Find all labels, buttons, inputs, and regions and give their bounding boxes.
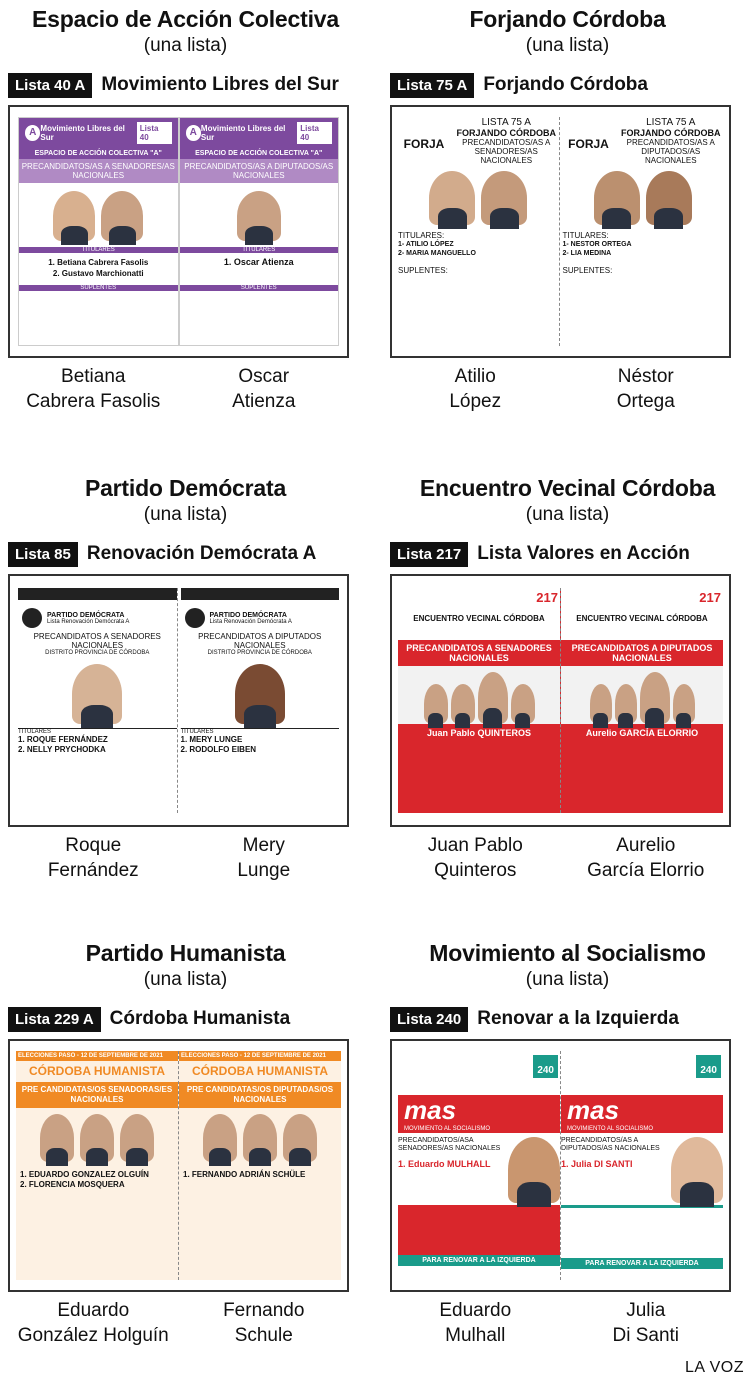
candidate-left: Roque Fernández: [47, 835, 139, 881]
candidate-photo: [615, 684, 637, 724]
candidate-names: [8, 1298, 349, 1348]
ballot-image: [390, 1039, 731, 1292]
ballot-names: 1. Oscar Atienza: [223, 257, 294, 267]
ballot-title: PRE CANDIDATAS/OS DIPUTADAS/OS NACIONALES: [179, 1082, 341, 1108]
ballot-district: DISTRITO PROVINCIA DE CÓRDOBA: [45, 650, 150, 656]
candidate-left: Eduardo González Holguín: [17, 1300, 169, 1346]
party-name: Encuentro Vecinal Córdoba: [419, 475, 716, 501]
candidate-left: Betiana Cabrera Fasolis: [26, 366, 161, 412]
candidate-photo: [53, 191, 95, 241]
candidate-photo: [673, 684, 695, 724]
candidate-left: Atilio López: [449, 366, 502, 412]
ballot-title: PRECANDIDATOS/AS A DIPUTADOS/AS NACIONALES: [180, 159, 339, 183]
ballot-titulares: TITULARES: [180, 247, 339, 253]
ballot-image: [8, 574, 349, 827]
list-row: [390, 1006, 745, 1032]
ballot-sub: Lista Renovación Demócrata A: [209, 618, 292, 625]
ballot-brand: ENCUENTRO VECINAL CÓRDOBA: [413, 614, 545, 623]
list-name: Renovación Demócrata A: [86, 543, 317, 564]
ballot-brand: PARTIDO DEMÓCRATA: [47, 611, 125, 619]
ballot-names: 1. Betiana Cabrera Fasolis 2. Gustavo Marchionatti: [48, 258, 149, 278]
ballot-brand: CÓRDOBA HUMANISTA: [29, 1064, 165, 1078]
ballot-sub: Lista Renovación Demócrata A: [47, 618, 130, 625]
ballot-title: PRECANDIDATOS/ASA SENADORES/AS NACIONALES: [398, 1137, 501, 1152]
candidate-photo: [511, 684, 535, 724]
block-forjando-cordoba: [390, 6, 745, 414]
party-name: Espacio de Acción Colectiva: [32, 6, 339, 32]
party-sub: (una lista): [525, 504, 610, 525]
ballot-names: 1- NESTOR ORTEGA 2- LIA MEDINA: [562, 241, 632, 257]
party-sub: (una lista): [143, 35, 228, 56]
block-partido-humanista: [8, 940, 363, 1348]
ballot-brand: PARTIDO DEMÓCRATA: [209, 611, 287, 619]
ballot-brand: Movimiento Libres del Sur: [200, 124, 286, 142]
list-name: Lista Valores en Acción: [477, 543, 690, 564]
ballot-head: ESPACIO DE ACCIÓN COLECTIVA "A": [180, 148, 339, 159]
ballot-num: Lista 40: [137, 122, 172, 144]
list-name: Forjando Córdoba: [483, 74, 648, 95]
candidate-photo: [101, 191, 143, 241]
candidate-right: Oscar Atienza: [232, 366, 296, 412]
ballot-title: PRECANDIDATOS A DIPUTADOS NACIONALES: [571, 643, 713, 663]
ballot-names: 1. Julia DI SANTI: [561, 1159, 633, 1169]
party-sub: (una lista): [143, 504, 228, 525]
candidate-photo: [646, 171, 692, 225]
list-row: [8, 1006, 363, 1032]
party-name: Partido Humanista: [85, 940, 286, 966]
ballot-image: [390, 574, 731, 827]
block-mas: [390, 940, 745, 1348]
ballot-footer: PARA RENOVAR A LA IZQUIERDA: [561, 1258, 723, 1269]
credit: LA VOZ: [684, 1359, 744, 1376]
candidate-photo: [237, 191, 281, 241]
ballot-names: 1. MERY LUNGE 2. RODOLFO EIBEN: [180, 735, 257, 754]
candidate-names: [390, 364, 731, 414]
ballot-titulares: TITULARES:: [398, 231, 445, 240]
list-name: Córdoba Humanista: [109, 1008, 291, 1029]
list-badge: Lista 217: [390, 542, 468, 567]
list-badge: Lista 240: [390, 1007, 468, 1032]
ballot-suplentes: SUPLENTES:: [398, 266, 448, 275]
list-badge: Lista 229 A: [8, 1007, 101, 1032]
candidate-names: [390, 833, 731, 883]
candidate-photo: [120, 1114, 154, 1162]
ballot-titulares: TITULARES: [181, 728, 340, 735]
candidate-photo: [80, 1114, 114, 1162]
party-sub: (una lista): [143, 969, 228, 990]
ballot-title: PRECANDIDATOS/AS A SENADORES/AS NACIONALES: [462, 138, 551, 165]
candidate-photo: [640, 672, 670, 724]
ballot-title: PRECANDIDATOS/AS A DIPUTADOS/AS NACIONALES: [561, 1137, 660, 1152]
party-sub: (una lista): [525, 969, 610, 990]
ballot-lista: LISTA 75 A: [481, 117, 531, 128]
ballot-tag: MOVIMIENTO AL SOCIALISMO: [561, 1125, 723, 1133]
ballot-num: 217: [536, 590, 558, 605]
ballot-image: [8, 1039, 349, 1292]
ballot-num: Lista 40: [297, 122, 332, 144]
ballot-name: FORJANDO CÓRDOBA: [456, 128, 556, 138]
candidate-photo: [590, 684, 612, 724]
ballot-titulares: TITULARES:: [562, 231, 609, 240]
ballot-names: Aurelio GARCÍA ELORRIO: [585, 728, 699, 738]
party-name: Partido Demócrata: [84, 475, 287, 501]
candidate-photo: [508, 1137, 560, 1203]
ballot-names: 1- ATILIO LÓPEZ 2- MARIA MANGUELLO: [398, 241, 476, 257]
ballot-title: PRE CANDIDATAS/OS SENADORAS/ES NACIONALES: [16, 1082, 178, 1108]
ballot-brand: mas: [398, 1095, 560, 1125]
list-badge: Lista 40 A: [8, 73, 92, 98]
candidate-right: Fernando Schule: [223, 1300, 305, 1346]
candidate-left: Eduardo Mulhall: [439, 1300, 512, 1346]
block-partido-democrata: [8, 475, 363, 883]
candidate-photo: [235, 664, 285, 724]
ballot-footer: PARA RENOVAR A LA IZQUIERDA: [398, 1255, 560, 1266]
party-name: Movimiento al Socialismo: [429, 940, 706, 966]
ballot-suplentes: SUPLENTES: [19, 285, 178, 291]
candidate-right: Aurelio García Elorrio: [587, 835, 705, 881]
ballot-names: 1. ROQUE FERNÁNDEZ 2. NELLY PRYCHODKA: [18, 735, 108, 754]
list-name: Movimiento Libres del Sur: [101, 74, 339, 95]
list-badge: Lista 75 A: [390, 73, 474, 98]
ballot-titulares: TITULARES: [19, 247, 178, 253]
ballot-lista: LISTA 75 A: [646, 117, 696, 128]
candidate-photo: [429, 171, 475, 225]
candidate-photo: [481, 171, 527, 225]
ballot-titulares: TITULARES: [18, 728, 177, 735]
candidate-right: Néstor Ortega: [616, 366, 675, 412]
candidate-names: [8, 833, 349, 883]
ballot-top: ELECCIONES PASO - 12 DE SEPTIEMBRE DE 2021: [179, 1051, 341, 1061]
ballot-num: 217: [699, 590, 721, 605]
ballot-brand: Movimiento Libres del Sur: [40, 124, 125, 142]
list-row: [8, 72, 363, 98]
ballot-brand: mas: [561, 1095, 723, 1125]
ballot-title: PRECANDIDATOS/AS A DIPUTADOS/AS NACIONALES: [626, 138, 715, 165]
candidate-names: [8, 364, 349, 414]
ballot-title: PRECANDIDATOS A SENADORES NACIONALES: [33, 632, 161, 650]
ballot-suplentes: SUPLENTES: [180, 285, 339, 291]
ballot-num: 240: [696, 1055, 721, 1078]
list-name: Renovar a la Izquierda: [477, 1008, 679, 1029]
candidate-photo: [72, 664, 122, 724]
block-accion-colectiva: [8, 6, 363, 414]
party-name: Forjando Córdoba: [469, 6, 666, 32]
forja-logo: FORJA: [568, 137, 609, 151]
ballot-names: Juan Pablo QUINTEROS: [426, 728, 531, 738]
ballot-image: [390, 105, 731, 358]
candidate-photo: [203, 1114, 237, 1162]
list-row: [390, 541, 745, 567]
ballot-top: ELECCIONES PASO - 12 DE SEPTIEMBRE DE 2021: [16, 1051, 178, 1061]
block-encuentro-vecinal: [390, 475, 745, 883]
ballot-brand: ENCUENTRO VECINAL CÓRDOBA: [576, 614, 708, 623]
ballot-name: FORJANDO CÓRDOBA: [620, 128, 721, 138]
forja-logo: FORJA: [403, 137, 445, 151]
ballot-district: DISTRITO PROVINCIA DE CÓRDOBA: [207, 650, 312, 656]
candidate-photo: [243, 1114, 277, 1162]
candidate-right: Julia Di Santi: [612, 1300, 680, 1346]
ballot-names: 1. EDUARDO GONZALEZ OLGUÍN 2. FLORENCIA MOSQUERA: [20, 1170, 149, 1189]
candidate-photo: [283, 1114, 317, 1162]
candidate-right: Mery Lunge: [237, 835, 291, 881]
ballot-names: 1. Eduardo MULHALL: [398, 1159, 491, 1169]
ballot-tag: MOVIMIENTO AL SOCIALISMO: [398, 1125, 560, 1133]
ballot-title: PRECANDIDATOS A SENADORES NACIONALES: [406, 643, 552, 663]
ballot-num: 240: [533, 1055, 558, 1078]
ballot-brand: CÓRDOBA HUMANISTA: [192, 1064, 328, 1078]
list-row: [8, 541, 363, 567]
candidate-photo: [451, 684, 475, 724]
list-row: [390, 72, 745, 98]
ballot-title: PRECANDIDATOS A DIPUTADOS NACIONALES: [198, 632, 322, 650]
candidate-left: Juan Pablo Quinteros: [427, 835, 523, 881]
candidate-photo: [594, 171, 640, 225]
candidate-photo: [671, 1137, 723, 1203]
ballot-suplentes: SUPLENTES:: [562, 266, 613, 275]
candidate-photo: [478, 672, 508, 724]
party-sub: (una lista): [525, 35, 610, 56]
candidate-photo: [424, 684, 448, 724]
list-badge: Lista 85: [8, 542, 78, 567]
ballot-image: A Movimiento Libres del Sur Lista 40 ESPACIO DE ACCIÓN COLECTIVA "A" PRECANDIDATOS/AS A SENADORES/AS NACIONALES TITULARES 1. Betiana Cabrera Fasolis 2. Gustavo Marchionatti SUPLENTES A Movimiento Libres del Sur Lista 40 ESPACIO DE ACCIÓN COLECTIVA "A" PRECANDIDATOS/AS A DIPUTADOS/AS NACIONALES TITULARES 1. Oscar Atienza SUPLENTES: [8, 105, 349, 358]
ballot-names: 1. FERNANDO ADRIÁN SCHÜLE: [183, 1170, 306, 1179]
ballot-title: PRECANDIDATOS/AS A SENADORES/AS NACIONALES: [19, 159, 178, 183]
candidate-photo: [40, 1114, 74, 1162]
candidate-names: [390, 1298, 731, 1348]
ballot-head: ESPACIO DE ACCIÓN COLECTIVA "A": [19, 148, 178, 159]
